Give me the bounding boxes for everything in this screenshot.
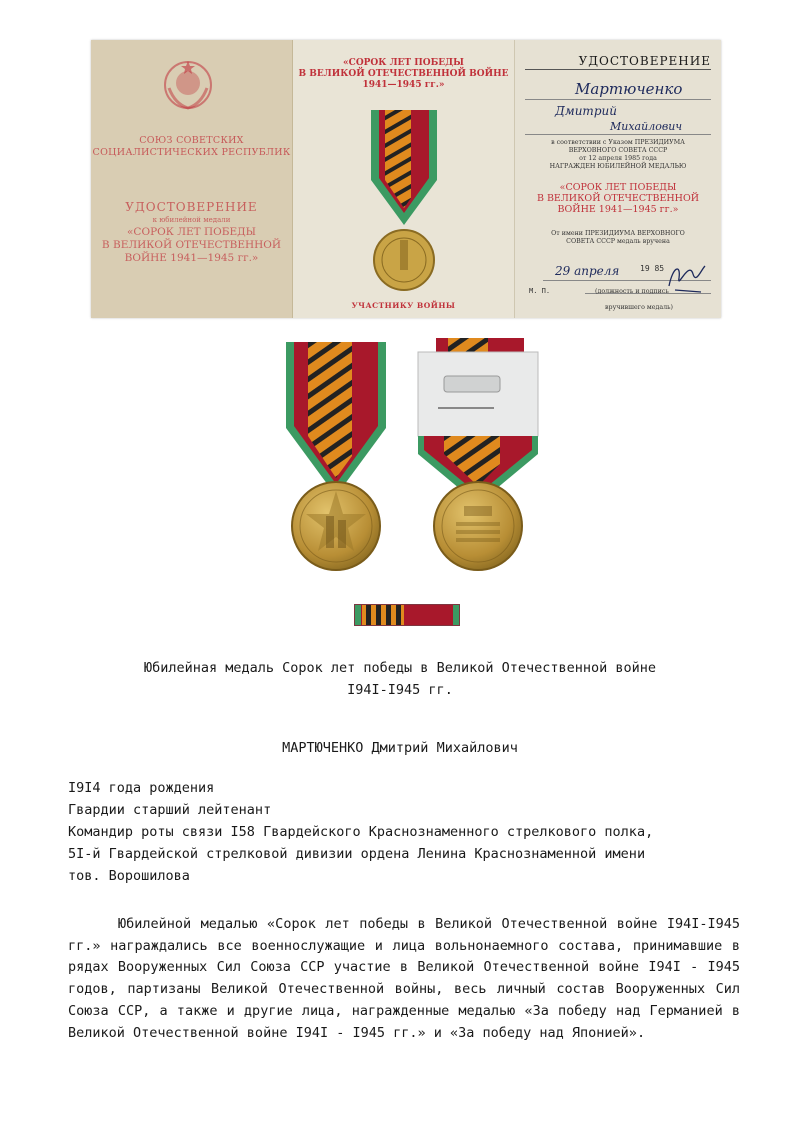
info-line: Гвардии старший лейтенант <box>68 802 272 818</box>
position-label: (должность и подпись <box>595 288 669 295</box>
cover-title: УДОСТОВЕРЕНИЕ <box>125 200 258 214</box>
decree-text: в соответствии с Указом ПРЕЗИДИУМА ВЕРХОВНОГО СОВЕТА СССР от 12 апреля 1985 года НАГРАЖДЕН ЮБИЛЕЙНОЙ МЕДАЛЬЮ <box>549 139 687 170</box>
line-patronymic <box>525 134 711 135</box>
cover-medal-name: «СОРОК ЛЕТ ПОБЕДЫ В ВЕЛИКОЙ ОТЕЧЕСТВЕННОЙ ВОЙНЕ 1941—1945 гг.» <box>101 226 282 264</box>
cover-subtitle: к юбилейной медали <box>152 216 231 224</box>
award-year: 19 85 <box>640 264 665 273</box>
handwritten-date: 29 апреля <box>555 264 620 278</box>
certificate-cover <box>91 40 293 318</box>
info-line: Командир роты связи I58 Гвардейского Краснознаменного стрелкового полка, <box>68 824 654 840</box>
medal-photo <box>268 336 546 584</box>
handwritten-surname: Мартюченко <box>575 80 683 98</box>
handed-label: вручившего медаль) <box>605 304 673 311</box>
person-name: МАРТЮЧЕНКО Дмитрий Михайлович <box>282 740 518 756</box>
certificate <box>91 40 721 318</box>
stamp-place-label: М. П. <box>529 287 551 295</box>
certificate-right <box>515 40 721 318</box>
person-info <box>68 777 748 887</box>
medal-description: Юбилейной медалью «Сорок лет победы в Великой Отечественной войне I94I-I945 гг.» награждались все военнослужащие и лица вольнонаемного состава, принимавшие в рядах Вооруженных Сил Союза ССР участие в Великой Отечественной войне I94I - I945 годов, партизаны Великой Отечественной войны, весь личный состав Вооруженных Сил Союза ССР, а также и другие лица, награжденные медалью «За победу над Германией в Великой Отечественной войне I94I - I945 гг.» и «За победу над Японией». <box>68 916 740 1041</box>
certificate-middle <box>293 40 515 318</box>
middle-footer: УЧАСТНИКУ ВОЙНЫ <box>351 301 456 310</box>
ussr-emblem-icon <box>161 58 215 112</box>
right-title: УДОСТОВЕРЕНИЕ <box>525 54 711 70</box>
cover-country: СОЮЗ СОВЕТСКИХ СОЦИАЛИСТИЧЕСКИХ РЕСПУБЛИК <box>92 135 291 158</box>
info-line: тов. Ворошилова <box>68 868 190 884</box>
presented-text: От имени ПРЕЗИДИУМА ВЕРХОВНОГО СОВЕТА СССР медаль вручена <box>551 230 685 245</box>
handwritten-patronymic: Михайлович <box>610 120 683 133</box>
middle-header: «СОРОК ЛЕТ ПОБЕДЫ В ВЕЛИКОЙ ОТЕЧЕСТВЕННОЙ ВОЙНЕ 1941—1945 гг.» <box>298 58 509 90</box>
medal-back-icon <box>418 338 538 570</box>
info-line: I9I4 года рождения <box>68 780 215 796</box>
info-line: 5I-й Гвардейской стрелковой дивизии ордена Ленина Краснознаменной имени <box>68 846 646 862</box>
medal-drawing-icon <box>371 110 437 310</box>
handwritten-first-name: Дмитрий <box>555 104 617 118</box>
line-surname <box>525 99 711 100</box>
medal-caption: Юбилейная медаль Сорок лет победы в Великой Отечественной войне I94I-I945 гг. <box>143 660 657 698</box>
ribbon-bar-icon <box>354 604 460 626</box>
right-medal-name: «СОРОК ЛЕТ ПОБЕДЫ В ВЕЛИКОЙ ОТЕЧЕСТВЕННОЙ ВОЙНЕ 1941—1945 гг.» <box>536 182 700 215</box>
